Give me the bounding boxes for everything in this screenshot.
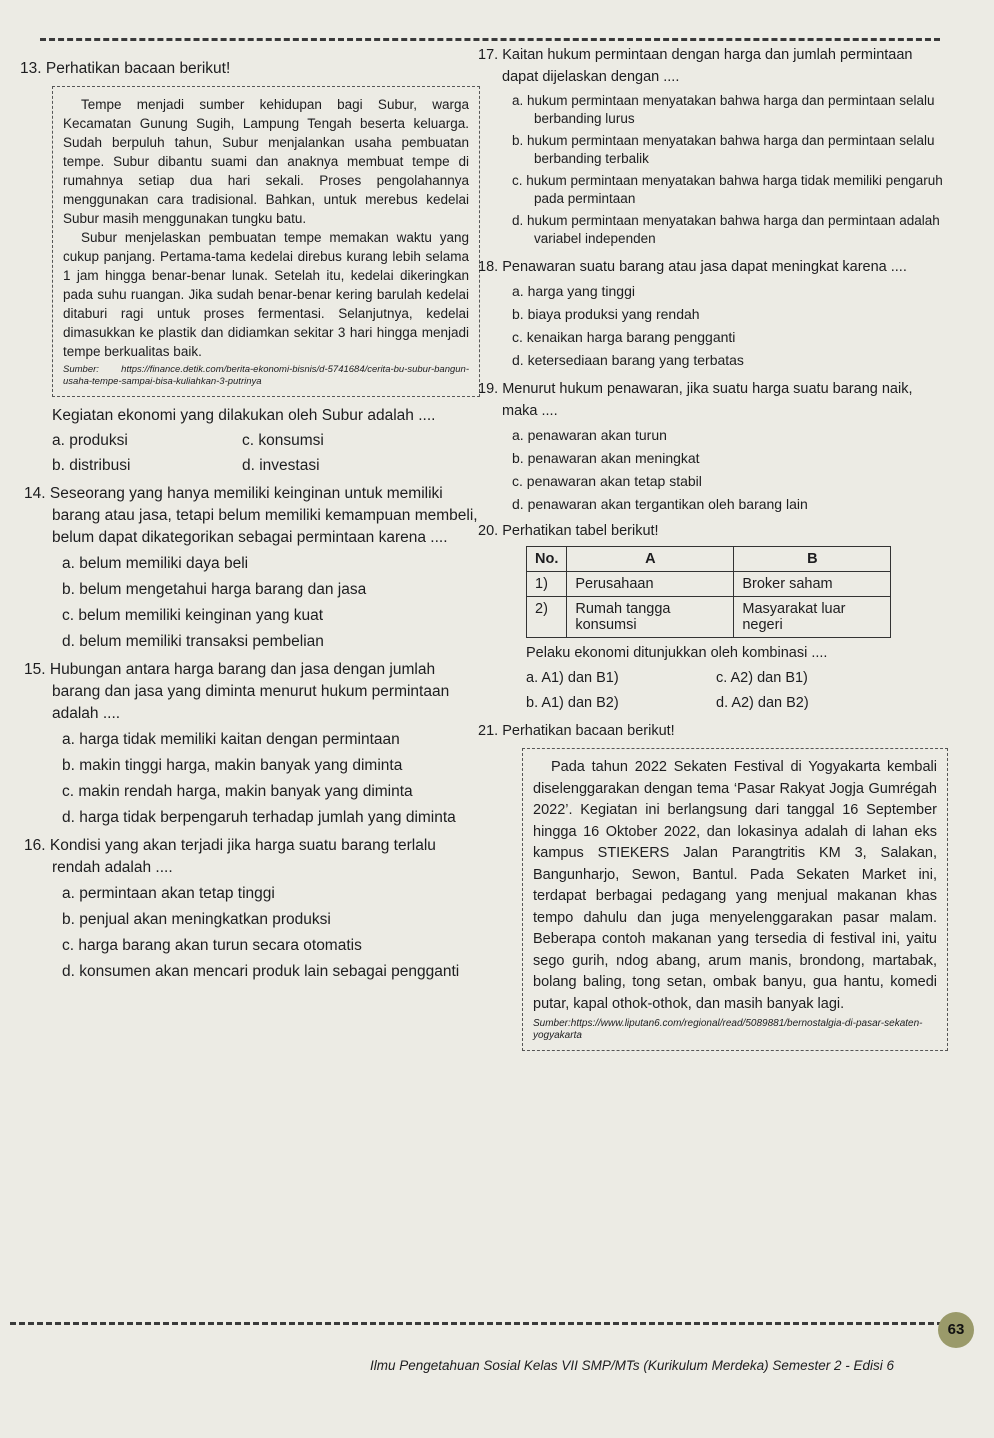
reading-source: Sumber:https://www.liputan6.com/regional/read/5089881/bernostalgia-di-pasar-sekaten-yogyakarta	[533, 1018, 923, 1041]
question-20-prompt: 20. Perhatikan tabel berikut!	[478, 523, 659, 539]
reading-paragraph: Pada tahun 2022 Sekaten Festival di Yogyakarta kembali diselenggarakan dengan tema ‘Pasar Rakyat Jogja Gumrégah 2022’. Kegiatan ini berlangsung dari tanggal 16 September hingga 16 Oktober 2022, dan lokasinya adalah di lahan eks kampus STIEKERS Jalan Parangtritis KM 3, Salakan, Bangunharjo, Sewon, Bantul. Pada Sekaten Market ini, terdapat berbagai pedagang yang menjual makanan khas tempo dahulu dan juga menyelenggarakan pasar malam. Beberapa contoh makanan yang tersedia di festival ini, yaitu sego gurih, ndog abang, arum manis, brondong, martabak, bolang baling, tong setan, ombak banyu, gua hantu, komedi putar, kapal othok-othok, dan masih banyak lagi.	[533, 759, 937, 1012]
question-13-options	[20, 430, 480, 477]
option-d[interactable]: d. penawaran akan tergantikan oleh barang lain	[512, 496, 808, 512]
question-21-prompt: 21. Perhatikan bacaan berikut!	[478, 723, 675, 739]
option-a[interactable]: a. hukum permintaan menyatakan bahwa harga dan permintaan selalu berbanding lurus	[512, 93, 935, 126]
option-a[interactable]: a. permintaan akan tetap tinggi	[62, 885, 275, 902]
question-16-text: 16. Kondisi yang akan terjadi jika harga suatu barang terlalu rendah adalah ....	[24, 837, 436, 876]
question-14-text: 14. Seseorang yang hanya memiliki keinginan untuk memiliki barang atau jasa, tetapi belum memiliki kemampuan membeli, belum dapat dikategorikan sebagai permintaan karena ....	[24, 485, 478, 546]
option-b[interactable]: b. belum mengetahui harga barang dan jasa	[62, 581, 367, 598]
option-c[interactable]: c. A2) dan B1)	[716, 670, 808, 686]
question-18-text: 18. Penawaran suatu barang atau jasa dapat meningkat karena ....	[478, 259, 907, 275]
page-footer: Ilmu Pengetahuan Sosial Kelas VII SMP/MTs (Kurikulum Merdeka) Semester 2 - Edisi 6	[370, 1358, 894, 1373]
question-13-reading	[52, 86, 480, 397]
question-15-options	[20, 729, 480, 829]
right-column	[478, 44, 948, 1059]
question-20-options	[478, 667, 948, 714]
question-17-options	[478, 92, 948, 248]
table-row	[527, 572, 891, 597]
bottom-divider	[10, 1322, 970, 1325]
option-c[interactable]: c. makin rendah harga, makin banyak yang diminta	[62, 783, 413, 800]
table-header: B	[734, 547, 891, 572]
question-19-text: 19. Menurut hukum penawaran, jika suatu harga suatu barang naik, maka ....	[478, 381, 913, 419]
table-row	[527, 597, 891, 638]
option-d[interactable]: d. harga tidak berpengaruh terhadap jumlah yang diminta	[62, 809, 456, 826]
option-b[interactable]: b. penawaran akan meningkat	[512, 450, 700, 466]
table-cell: Perusahaan	[567, 572, 734, 597]
option-b[interactable]: b. hukum permintaan menyatakan bahwa harga dan permintaan selalu berbanding terbalik	[512, 133, 935, 166]
option-c[interactable]: c. belum memiliki keinginan yang kuat	[62, 607, 324, 624]
question-14-options	[20, 553, 480, 653]
option-c[interactable]: c. hukum permintaan menyatakan bahwa harga tidak memiliki pengaruh pada permintaan	[512, 173, 943, 206]
table-cell: 1)	[527, 572, 567, 597]
table-cell: Masyarakat luar negeri	[734, 597, 891, 638]
page-number: 63	[938, 1312, 974, 1348]
table-cell: Rumah tangga konsumsi	[567, 597, 734, 638]
option-a[interactable]: a. A1) dan B1)	[526, 670, 619, 686]
question-17-text: 17. Kaitan hukum permintaan dengan harga dan jumlah permintaan dapat dijelaskan dengan ....	[478, 47, 913, 85]
option-b[interactable]: b. A1) dan B2)	[526, 695, 619, 711]
option-b[interactable]: b. penjual akan meningkatkan produksi	[62, 911, 331, 928]
option-a[interactable]: a. produksi	[52, 432, 128, 449]
option-d[interactable]: d. investasi	[242, 457, 320, 474]
option-a[interactable]: a. harga tidak memiliki kaitan dengan permintaan	[62, 731, 400, 748]
table-header: A	[567, 547, 734, 572]
left-column	[20, 58, 480, 987]
option-d[interactable]: d. A2) dan B2)	[716, 695, 809, 711]
reading-source: Sumber: https://finance.detik.com/berita-ekonomi-bisnis/d-5741684/cerita-bu-subur-bangun-usaha-tempe-sampai-bisa-kuliahkan-3-putrinya	[63, 364, 469, 387]
option-d[interactable]: d. konsumen akan mencari produk lain sebagai pengganti	[62, 963, 460, 980]
option-a[interactable]: a. harga yang tinggi	[512, 283, 635, 299]
option-b[interactable]: b. biaya produksi yang rendah	[512, 306, 700, 322]
question-15-text: 15. Hubungan antara harga barang dan jasa dengan jumlah barang dan jasa yang diminta menurut hukum permintaan adalah ....	[24, 661, 450, 722]
question-20-table	[526, 546, 891, 638]
option-b[interactable]: b. makin tinggi harga, makin banyak yang diminta	[62, 757, 403, 774]
option-d[interactable]: d. belum memiliki transaksi pembelian	[62, 633, 324, 650]
question-21-reading	[522, 748, 948, 1051]
question-13-prompt: 13. Perhatikan bacaan berikut!	[20, 60, 231, 77]
option-c[interactable]: c. harga barang akan turun secara otomatis	[62, 937, 362, 954]
table-cell: Broker saham	[734, 572, 891, 597]
top-divider	[40, 38, 940, 41]
question-16-options	[20, 883, 480, 983]
option-b[interactable]: b. distribusi	[52, 457, 131, 474]
option-a[interactable]: a. penawaran akan turun	[512, 427, 667, 443]
table-cell: 2)	[527, 597, 567, 638]
reading-paragraph: Tempe menjadi sumber kehidupan bagi Subur, warga Kecamatan Gunung Sugih, Lampung Tengah beserta keluarga. Sudah berpuluh tahun, Subur menjalankan usaha pembuatan tempe. Subur dibantu suami dan anaknya membuat tempe di rumahnya setiap dua hari sekali. Proses pengolahannya menggunakan cara tradisional. Bahkan, untuk merebus kedelai Subur masih menggunakan tungku batu.	[63, 97, 469, 226]
question-20-text: Pelaku ekonomi ditunjukkan oleh kombinasi ....	[526, 645, 828, 661]
option-c[interactable]: c. penawaran akan tetap stabil	[512, 473, 702, 489]
reading-paragraph: Subur menjelaskan pembuatan tempe memakan waktu yang cukup panjang. Pertama-tama kedelai direbus kurang lebih selama 1 jam hingga benar-benar lunak. Setelah itu, kedelai dikeringkan pada suhu ruangan. Jika sudah benar-benar kering barulah kedelai ditaburi ragi untuk proses fermentasi. Selanjutnya, kedelai dimasukkan ke plastik dan didiamkan sekitar 3 hari hingga menjadi tempe berkualitas baik.	[63, 230, 469, 359]
question-13-text: Kegiatan ekonomi yang dilakukan oleh Subur adalah ....	[52, 407, 436, 424]
question-18-options	[478, 282, 948, 370]
option-d[interactable]: d. hukum permintaan menyatakan bahwa harga dan permintaan adalah variabel independen	[512, 213, 940, 246]
option-c[interactable]: c. konsumsi	[242, 432, 324, 449]
question-19-options	[478, 426, 948, 514]
option-d[interactable]: d. ketersediaan barang yang terbatas	[512, 352, 744, 368]
table-header: No.	[527, 547, 567, 572]
option-c[interactable]: c. kenaikan harga barang pengganti	[512, 329, 736, 345]
option-a[interactable]: a. belum memiliki daya beli	[62, 555, 249, 572]
